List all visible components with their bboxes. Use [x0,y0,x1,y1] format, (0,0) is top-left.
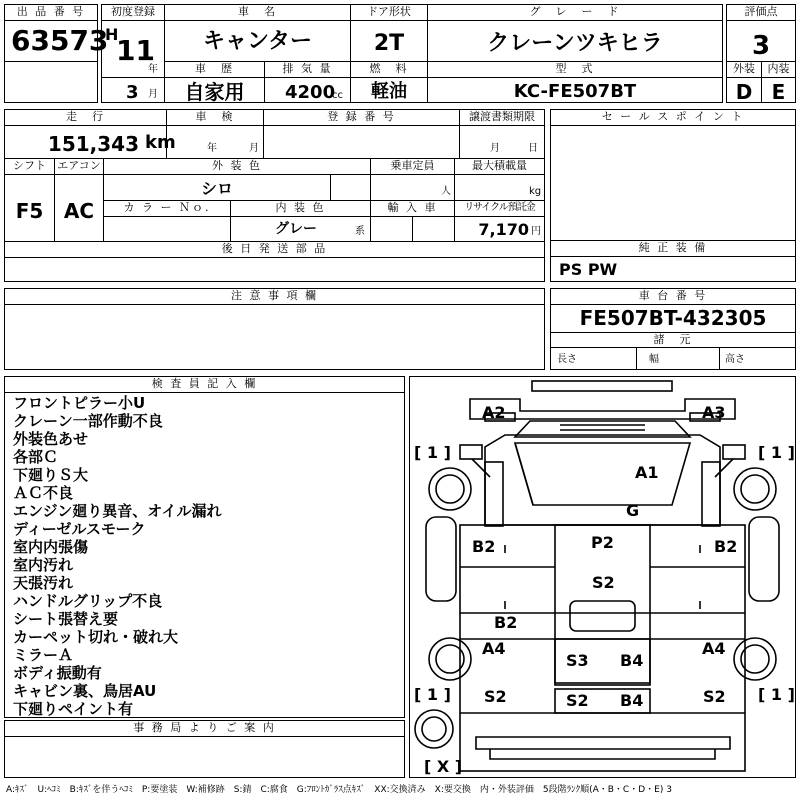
spare-wheel [415,710,453,748]
damage-code-s2-left: S2 [484,687,507,706]
transfer-deadline-box [459,109,545,159]
door-header: ドア形状 [351,5,427,19]
cab-outline [485,435,720,525]
capacity-box [370,158,455,201]
inspection-month-unit: 月 [249,143,259,154]
crane-mount [570,601,635,631]
damage-code-a4-left: A4 [482,639,506,658]
inspection-header: 車 検 [167,110,263,124]
interior-header: 内装 [762,62,795,76]
mileage-unit: km [145,132,176,153]
exterior-grade: D [735,80,753,104]
left-side-front [426,517,456,601]
inspector-note: 室内汚れ [13,556,74,574]
inspector-header: 検 査 員 記 入 欄 [5,377,404,391]
roof-strip [532,381,672,391]
history-box [164,61,265,103]
inspector-note: シート張替え要 [13,610,119,628]
shift-header: シフト [5,159,54,173]
inspector-note: ディーゼルスモーク [13,520,146,538]
inspection-year-unit: 年 [207,143,217,154]
inspector-notes-box [4,376,405,718]
inspector-note: 天張汚れ [13,574,74,592]
right-mirror [723,445,745,459]
damage-code-a2: A2 [482,403,506,422]
int-color: グレー [275,221,317,237]
front-bumper-outline [470,399,735,422]
transfer-header: 譲渡書類期限 [460,110,544,124]
door-type: 2T [373,31,405,56]
mileage: 151,343 [47,132,139,156]
inspector-note: 室内内張傷 [13,538,89,556]
max-load-box [454,158,545,201]
fuel-box [350,61,428,103]
recycle-header: リサイクル預託金 [455,201,544,215]
inspector-note: 各部Ｃ [13,448,59,466]
damage-code-b2-lower: B2 [494,613,518,632]
car-name: キャンター [202,29,313,54]
grade: クレーンツキヒラ [487,31,663,56]
notes-header: 注 意 事 項 欄 [5,289,544,303]
fuel: 軽油 [371,81,407,102]
era: H [105,25,119,44]
inspector-note: ボディ振動有 [13,664,102,682]
spec-width-label: 幅 [649,354,659,365]
inspector-note: クレーン一部作動不良 [13,412,163,430]
exterior-grade-box [726,61,762,103]
bracket-front-left: [ 1 ] [414,443,451,462]
ext-color: シロ [200,179,233,198]
model: KC-FE507BT [513,81,637,102]
inspector-note: 下廻りペイント有 [13,700,134,718]
car-name-box [164,4,351,62]
lot-number-header: 出 品 番 号 [5,5,97,19]
displacement: 4200 [285,82,336,103]
damage-code-g: G [626,501,640,520]
damage-code-a1: A1 [635,463,659,482]
ext-color-box [103,158,371,201]
bracket-rear-right: [ 1 ] [758,685,795,704]
spec-length-label: 長さ [557,354,577,365]
reg-number-header: 登 録 番 号 [264,110,459,124]
bracket-rear-left: [ 1 ] [414,685,451,704]
model-header: 型 式 [428,62,722,76]
damage-code-s2-bottom: S2 [566,691,589,710]
inspector-note: キャビン裏、鳥居AU [13,682,157,700]
spec-height-label: 高さ [725,354,745,365]
score: 3 [751,31,771,61]
inspector-note: エンジン廻り異音、オイル漏れ [13,502,222,520]
first-registration-header: 初度登録 [102,5,164,19]
car-name-header: 車 名 [165,5,350,19]
bracket-spare: [ X ] [424,757,463,776]
ext-color-header: 外 装 色 [104,159,370,173]
aircon: AC [63,199,95,223]
chassis-header: 車 台 番 号 [551,289,795,303]
inspection-box [166,109,264,159]
int-color-header: 内 装 色 [231,201,370,215]
shift: F5 [15,199,44,223]
interior-grade-box [761,61,796,103]
windshield [515,443,690,505]
inspector-note: カーペット切れ・破れ大 [13,628,179,646]
grade-box [427,4,723,62]
capacity-unit: 人 [441,186,451,197]
damage-code-a4-right: A4 [702,639,726,658]
chassis-box [550,288,796,370]
displacement-box [264,61,351,103]
rear-bumper [476,737,730,749]
office-notice-box [4,720,405,778]
inspector-note: ミラーＡ [13,646,74,664]
aircon-box [54,158,104,242]
fuel-header: 燃 料 [351,62,427,76]
int-color-box [230,200,371,242]
model-box [427,61,723,103]
later-parts-header: 後 日 発 送 部 品 [5,242,544,256]
transfer-day-unit: 日 [528,143,538,154]
displacement-unit: cc [332,90,343,101]
damage-code-b2-left: B2 [472,537,496,556]
door-box [350,4,428,62]
recycle-box [454,200,545,242]
recycle-unit: 円 [531,226,541,237]
history: 自家用 [184,80,245,104]
damage-legend: A:ｷｽﾞ U:ﾍｺﾐ B:ｷｽﾞを伴うﾍｺﾐ P:要塗装 W:補修跡 S:錆 C:腐食 G:ﾌﾛﾝﾄｶﾞﾗｽ点ｷｽﾞ XX:交換済み X:要交換 内・外装評価 5段階ﾗﾝｸ順(A・B・C・D・E) 3 [6,785,672,795]
inspector-note: 外装色あせ [13,430,89,448]
specs-header: 諸 元 [551,333,795,347]
month-unit: 月 [148,89,158,100]
displacement-header: 排 気 量 [265,62,350,76]
inspector-note: ハンドルグリップ不良 [13,592,163,610]
registration-year: 11 [116,34,155,67]
import-header: 輸 入 車 [371,201,454,215]
left-mirror [460,445,482,459]
inspector-notes-list [5,394,404,717]
damage-code-s3: S3 [566,651,589,670]
damage-code-b2-right: B2 [714,537,738,556]
capacity-header: 乗車定員 [371,159,454,173]
score-box [726,4,796,62]
max-load-header: 最大積載量 [455,159,544,173]
damage-code-s2-center: S2 [592,573,615,592]
lot-number: 63573 [11,24,109,57]
max-load-unit: kg [529,186,542,197]
reg-number-box [263,109,460,159]
score-header: 評価点 [727,5,795,19]
mileage-header: 走 行 [5,110,166,124]
interior-grade: E [771,80,786,104]
damage-code-a3: A3 [702,403,726,422]
color-number-box [103,200,231,242]
inspector-note: ＡＣ不良 [13,484,74,502]
damage-code-b4-lower: B4 [620,691,644,710]
notes-box [4,288,545,370]
later-parts-box [4,241,545,282]
exterior-header: 外装 [727,62,761,76]
office-header: 事 務 局 よ り ご 案 内 [5,721,404,735]
history-header: 車 歴 [165,62,264,76]
inspector-note: 下廻りＳ大 [13,466,89,484]
damage-diagram-box [409,376,796,778]
transfer-month-unit: 月 [490,143,500,154]
grade-header: グ レ ー ド [428,5,722,19]
damage-code-s2-right: S2 [703,687,726,706]
aircon-header: エアコン [55,159,103,173]
mileage-box [4,109,176,159]
right-side-front [749,517,779,601]
color-number-header: カ ラ ー Ｎｏ. [104,201,230,215]
shift-box [4,158,55,242]
inspector-note: フロントピラー小U [13,394,146,412]
recycle-amount: 7,170 [478,220,529,239]
registration-month: 3 [126,82,139,103]
genuine-equipment-header: 純 正 装 備 [551,241,795,255]
lot-number-box [4,4,109,62]
damage-code-b4-upper: B4 [620,651,644,670]
year-unit: 年 [148,64,158,75]
sales-point-box [550,109,796,241]
genuine-equipment: PS PW [559,260,618,279]
import-box [370,200,455,242]
sales-point-header: セ ー ル ス ポ イ ン ト [551,110,795,124]
lot-number-blank [4,61,98,103]
bracket-front-right: [ 1 ] [758,443,795,462]
genuine-equipment-box [550,240,796,282]
first-registration-box [101,4,165,103]
int-color-suffix: 系 [355,226,365,237]
chassis-number: FE507BT-432305 [579,306,767,330]
damage-code-p2: P2 [591,533,614,552]
